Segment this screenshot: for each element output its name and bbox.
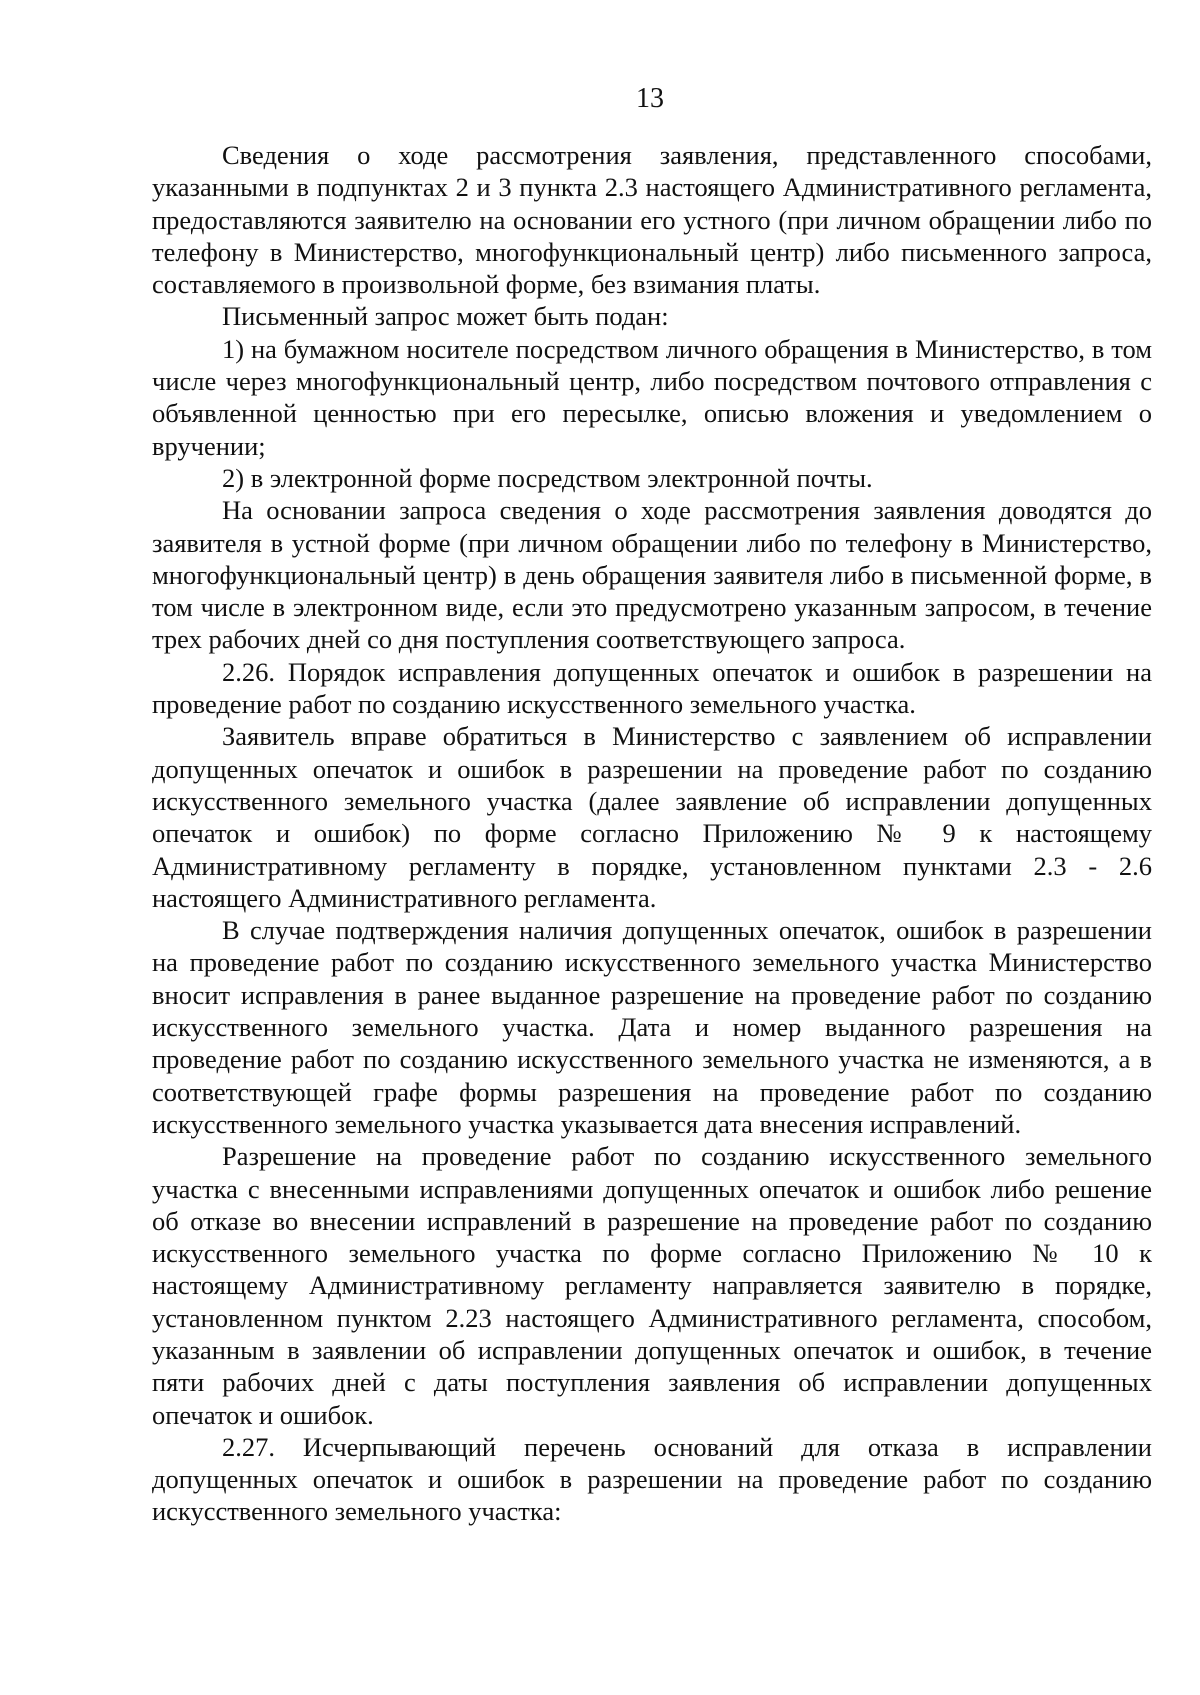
section-heading-2-27: 2.27. Исчерпывающий перечень оснований для отказа в исправлении допущенных опечаток и ошибок в разрешении на проведение работ по созданию искусственного земельного участка: xyxy=(152,1431,1152,1527)
page-number: 13 xyxy=(636,83,664,114)
paragraph-status-info: Сведения о ходе рассмотрения заявления, представленного способами, указанными в подпунктах 2 и 3 пункта 2.3 настоящего Административного регламента, предоставляются заявителю на основании его устного (при личном обращении либо по телефону в Министерство, многофункциональный центр) либо письменного запроса, составляемого в произвольной форме, без взимания платы. xyxy=(152,140,1152,300)
paragraph-applicant-right: Заявитель вправе обратиться в Министерство с заявлением об исправлении допущенных опечаток и ошибок в разрешении на проведение работ по созданию искусственного земельного участка (далее заявление об исправлении допущенных опечаток и ошибок) по форме согласно Приложению № 9 к настоящему Административному регламенту в порядке, установленном пунктами 2.3 - 2.6 настоящего Административного регламента. xyxy=(152,721,1152,913)
document-body xyxy=(152,139,1152,1528)
section-heading-2-26: 2.26. Порядок исправления допущенных опечаток и ошибок в разрешении на проведение работ по созданию искусственного земельного участка. xyxy=(152,656,1152,720)
list-item-paper: 1) на бумажном носителе посредством личного обращения в Министерство, в том числе через многофункциональный центр, либо посредством почтового отправления с объявленной ценностью при его пересылке, описью вложения и уведомлением о вручении; xyxy=(152,333,1152,461)
paragraph-permit-delivery: Разрешение на проведение работ по созданию искусственного земельного участка с внесенными исправлениями допущенных опечаток и ошибок либо решение об отказе во внесении исправлений в разрешение на проведение работ по созданию искусственного земельного участка по форме согласно Приложению № 10 к настоящему Административному регламенту направляется заявителю в порядке, установленном пунктом 2.23 настоящего Административного регламента, способом, указанным в заявлении об исправлении допущенных опечаток и ошибок, в течение пяти рабочих дней с даты поступления заявления об исправлении допущенных опечаток и ошибок. xyxy=(152,1141,1152,1430)
paragraph-corrections: В случае подтверждения наличия допущенных опечаток, ошибок в разрешении на проведение работ по созданию искусственного земельного участка Министерство вносит исправления в ранее выданное разрешение на проведение работ по созданию искусственного земельного участка. Дата и номер выданного разрешения на проведение работ по созданию искусственного земельного участка не изменяются, а в соответствующей графе формы разрешения на проведение работ по созданию искусственного земельного участка указывается дата внесения исправлений. xyxy=(152,915,1152,1139)
paragraph-request-response: На основании запроса сведения о ходе рассмотрения заявления доводятся до заявителя в устной форме (при личном обращении либо по телефону в Министерство, многофункциональный центр) в день обращения заявителя либо в письменной форме, в том числе в электронном виде, если это предусмотрено указанным запросом, в течение трех рабочих дней со дня поступления соответствующего запроса. xyxy=(152,495,1152,655)
paragraph-written-request: Письменный запрос может быть подан: xyxy=(222,301,669,332)
list-item-electronic: 2) в электронной форме посредством электронной почты. xyxy=(222,462,873,493)
